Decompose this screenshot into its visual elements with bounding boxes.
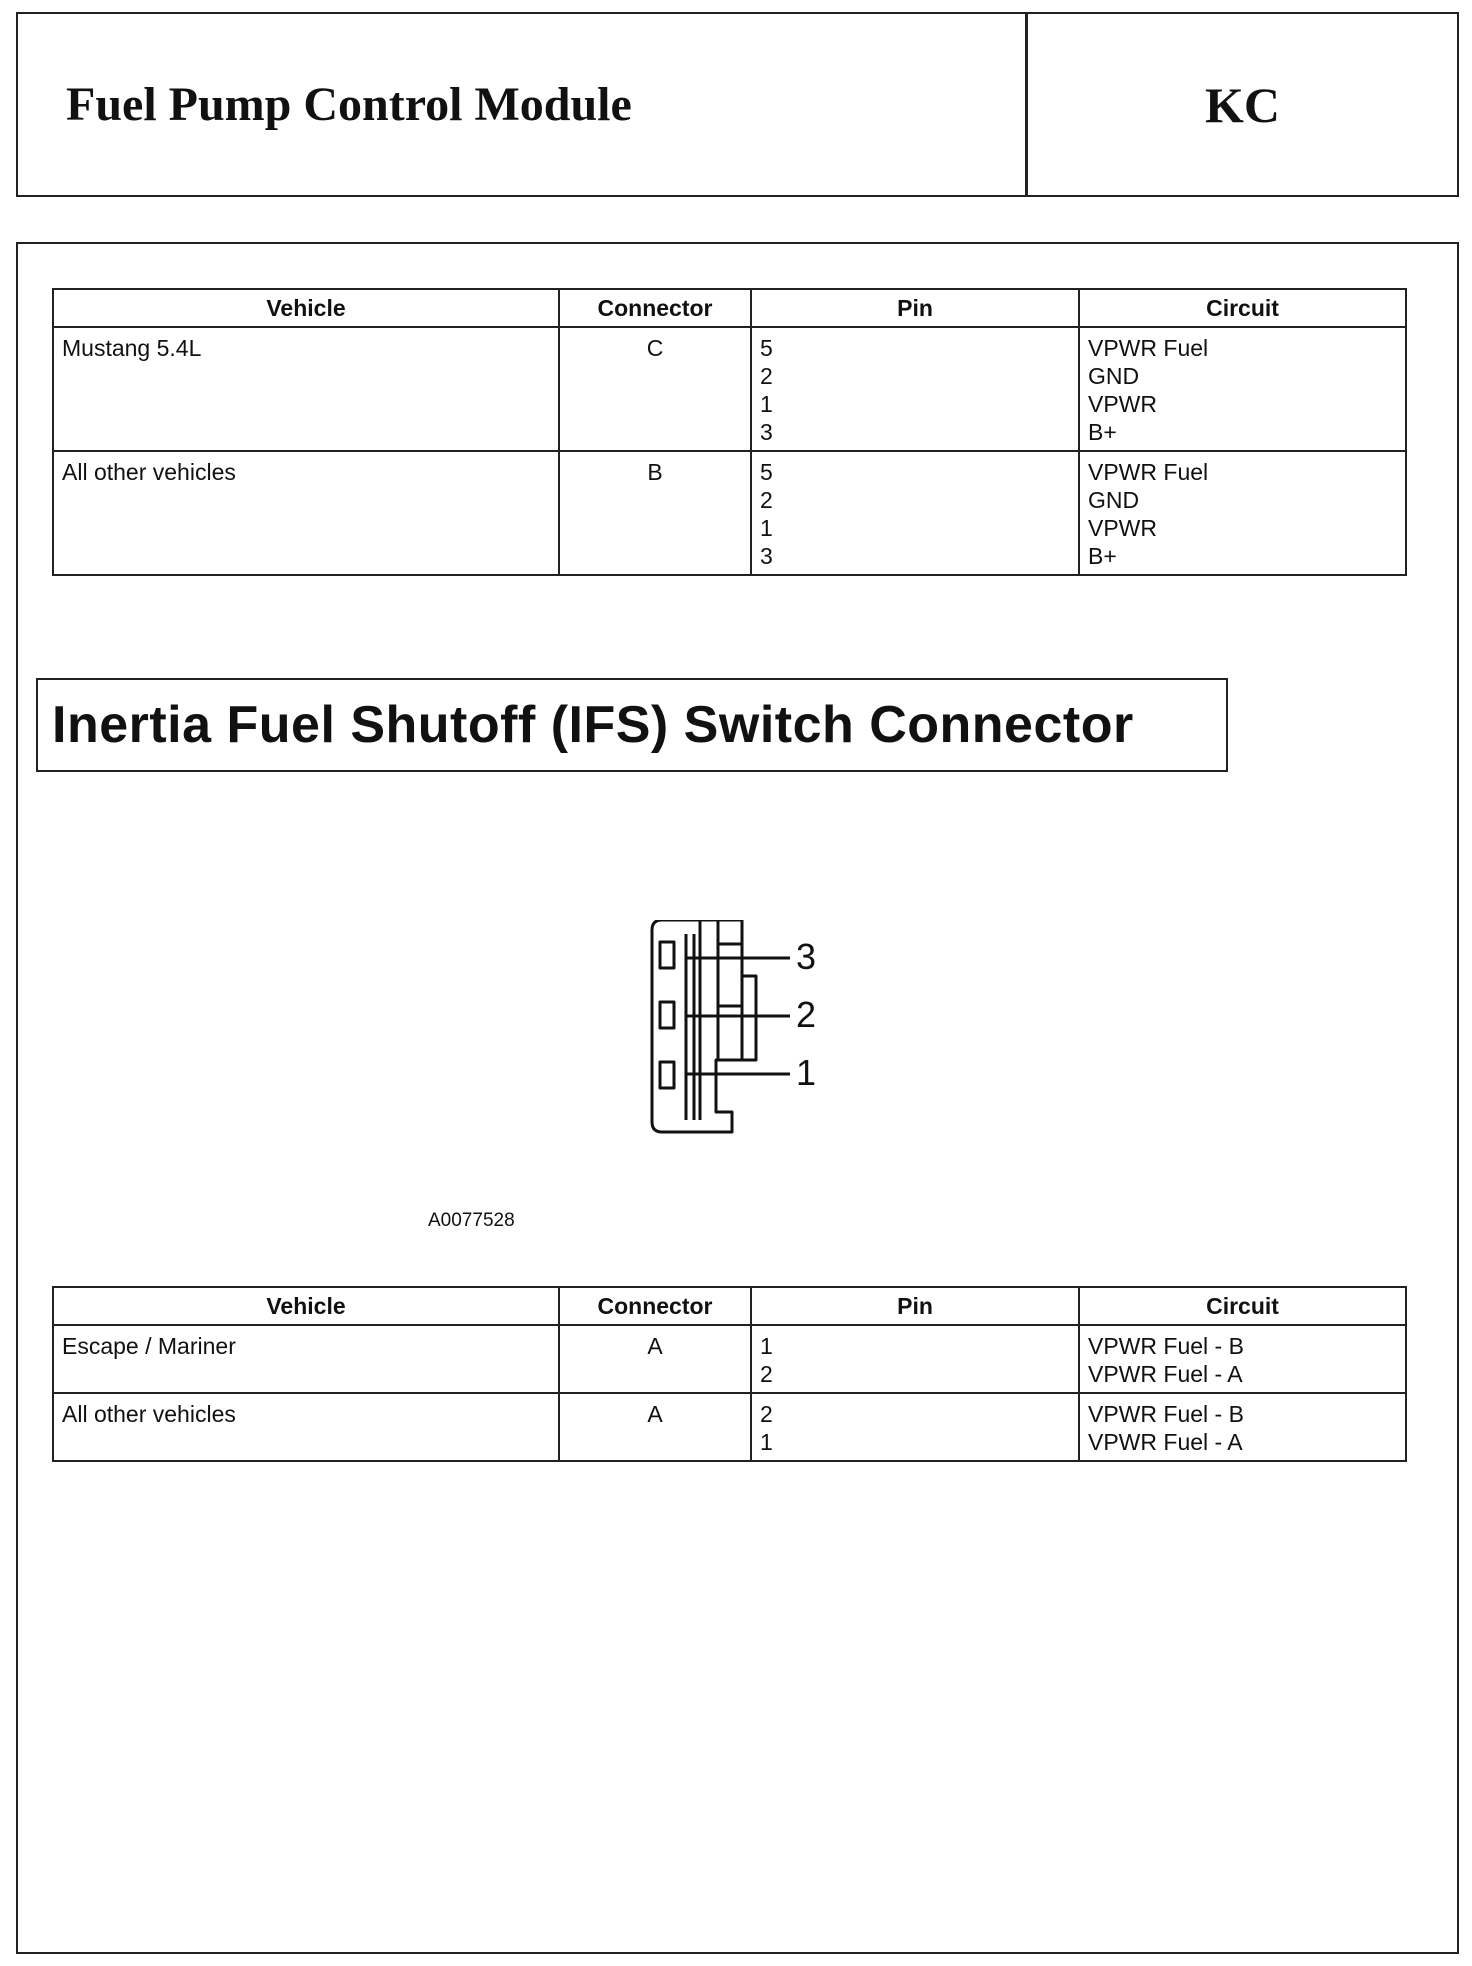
table-row xyxy=(53,327,1406,451)
connector-housing xyxy=(652,920,756,1132)
connector-cell: B xyxy=(559,451,751,575)
circuit-value: VPWR Fuel xyxy=(1088,335,1209,361)
table-header-row xyxy=(53,289,1406,327)
column-header-vehicle: Vehicle xyxy=(53,289,559,327)
table-row xyxy=(53,451,1406,575)
vehicle-cell: All other vehicles xyxy=(53,451,559,575)
circuit-value: VPWR xyxy=(1088,515,1157,541)
table-row xyxy=(53,1325,1406,1393)
circuit-value: VPWR Fuel xyxy=(1088,459,1209,485)
page-header xyxy=(16,12,1459,197)
circuit-value: VPWR Fuel - A xyxy=(1088,1361,1243,1387)
circuit-cell xyxy=(1079,451,1406,575)
column-header-connector: Connector xyxy=(559,1287,751,1325)
table-row xyxy=(53,1393,1406,1461)
connector-drawing xyxy=(638,920,878,1140)
column-header-pin: Pin xyxy=(751,289,1079,327)
pin-value: 2 xyxy=(760,363,773,389)
connector-cell: A xyxy=(559,1325,751,1393)
column-header-circuit: Circuit xyxy=(1079,289,1406,327)
figure-reference-code: A0077528 xyxy=(428,1210,515,1231)
pin-slot-2 xyxy=(660,1002,674,1028)
section-code: KC xyxy=(1205,76,1280,133)
pin-cell xyxy=(751,451,1079,575)
connector-diagram xyxy=(638,920,878,1140)
pin-value: 2 xyxy=(760,1401,773,1427)
circuit-value: VPWR Fuel - B xyxy=(1088,1401,1244,1427)
pin-value: 2 xyxy=(760,1361,773,1387)
circuit-cell xyxy=(1079,1393,1406,1461)
pin-value: 1 xyxy=(760,515,773,541)
column-header-vehicle: Vehicle xyxy=(53,1287,559,1325)
pin-value: 1 xyxy=(760,391,773,417)
circuit-value: B+ xyxy=(1088,419,1117,445)
column-header-connector: Connector xyxy=(559,289,751,327)
pin-label-3: 3 xyxy=(796,936,817,977)
header-title-cell xyxy=(18,14,1028,195)
circuit-value: VPWR xyxy=(1088,391,1157,417)
pin-value: 1 xyxy=(760,1333,773,1359)
pin-label-2: 2 xyxy=(796,994,817,1035)
header-code-cell xyxy=(1028,14,1457,195)
table-header-row xyxy=(53,1287,1406,1325)
vehicle-cell: Mustang 5.4L xyxy=(53,327,559,451)
pin-label-1: 1 xyxy=(796,1052,817,1093)
connector-cell: A xyxy=(559,1393,751,1461)
pcm-pin-table xyxy=(52,288,1407,576)
pin-value: 3 xyxy=(760,419,773,445)
pin-cell xyxy=(751,1325,1079,1393)
circuit-cell xyxy=(1079,1325,1406,1393)
column-header-pin: Pin xyxy=(751,1287,1079,1325)
circuit-value: VPWR Fuel - A xyxy=(1088,1429,1243,1455)
ifs-pin-table xyxy=(52,1286,1407,1462)
circuit-value: GND xyxy=(1088,363,1140,389)
pin-cell xyxy=(751,1393,1079,1461)
circuit-cell xyxy=(1079,327,1406,451)
column-header-circuit: Circuit xyxy=(1079,1287,1406,1325)
circuit-value: GND xyxy=(1088,487,1140,513)
vehicle-cell: All other vehicles xyxy=(53,1393,559,1461)
page-title: Fuel Pump Control Module xyxy=(66,78,632,131)
pin-value: 5 xyxy=(760,459,773,485)
section-title-box xyxy=(36,678,1228,772)
circuit-value: B+ xyxy=(1088,543,1117,569)
pin-value: 2 xyxy=(760,487,773,513)
content-panel xyxy=(16,242,1459,1954)
connector-cell: C xyxy=(559,327,751,451)
circuit-value: VPWR Fuel - B xyxy=(1088,1333,1244,1359)
pin-cell xyxy=(751,327,1079,451)
pin-slot-1 xyxy=(660,1062,674,1088)
section-title: Inertia Fuel Shutoff (IFS) Switch Connector xyxy=(52,696,1134,754)
vehicle-cell: Escape / Mariner xyxy=(53,1325,559,1393)
pin-slot-3 xyxy=(660,942,674,968)
pin-value: 3 xyxy=(760,543,773,569)
pin-value: 5 xyxy=(760,335,773,361)
pin-value: 1 xyxy=(760,1429,773,1455)
connector-latch xyxy=(718,944,742,1006)
